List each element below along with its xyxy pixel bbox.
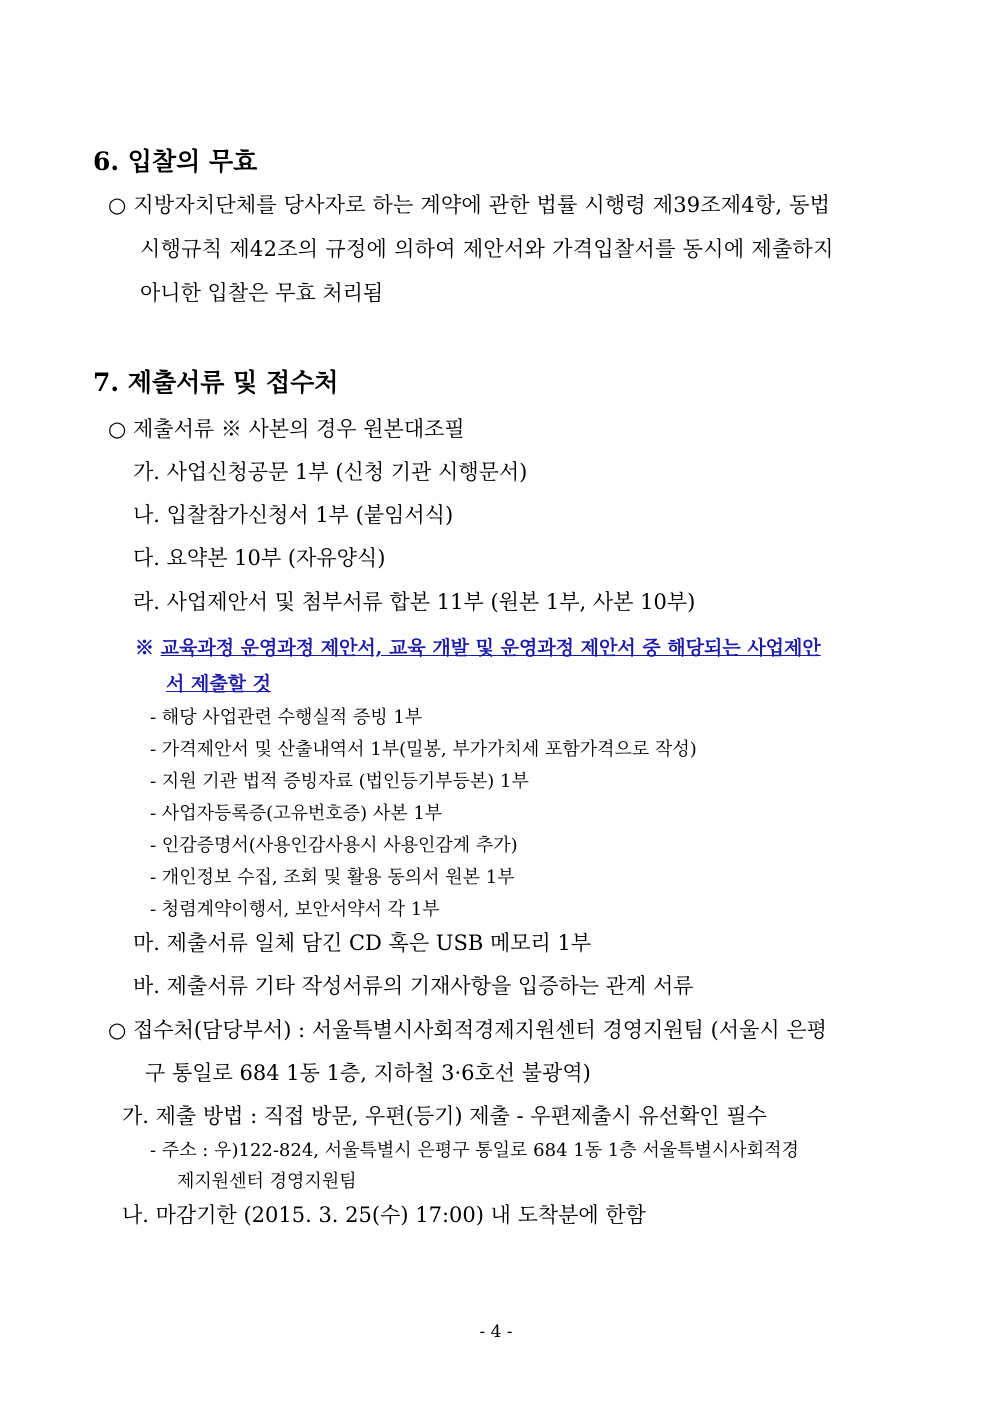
doc-item-na: 나. 입찰참가신청서 1부 (붙임서식) — [133, 503, 454, 527]
doc-item-ga: 가. 사업신청공문 1부 (신청 기관 시행문서) — [133, 460, 528, 484]
note-line-2 — [166, 670, 271, 698]
note-block — [135, 634, 821, 662]
section-7-title: 7. 제출서류 및 접수처 — [93, 368, 339, 397]
note-text-line-2: 서 제출할 것 — [166, 673, 271, 695]
deadline: 나. 마감기한 (2015. 3. 25(수) 17:00) 내 도착분에 한함 — [122, 1203, 646, 1227]
sub-item-1: - 해당 사업관련 수행실적 증빙 1부 — [150, 707, 423, 728]
section-6-line-1: ○ 지방자치단체를 당사자로 하는 계약에 관한 법률 시행령 제39조제4항, 동법 — [108, 193, 831, 217]
note-text-line-1: 교육과정 운영과정 제안서, 교육 개발 및 운영과정 제안서 중 해당되는 사업제안 — [160, 637, 821, 659]
section-6-line-2: 시행규칙 제42조의 규정에 의하여 제안서와 가격입찰서를 동시에 제출하지 — [140, 237, 834, 261]
address-line-2: 제지원센터 경영지원팀 — [177, 1171, 357, 1192]
section-6-title: 6. 입찰의 무효 — [93, 147, 258, 176]
address-line-1: - 주소 : 우)122-824, 서울특별시 은평구 통일로 684 1동 1층 서울특별시사회적경 — [150, 1140, 799, 1161]
sub-item-7: - 청렴계약이행서, 보안서약서 각 1부 — [150, 899, 440, 920]
note-mark: ※ — [135, 637, 155, 659]
sub-item-2: - 가격제안서 및 산출내역서 1부(밀봉, 부가가치세 포함가격으로 작성) — [150, 739, 697, 760]
doc-item-ra: 라. 사업제안서 및 첨부서류 합본 11부 (원본 1부, 사본 10부) — [133, 590, 696, 614]
submission-method: 가. 제출 방법 : 직접 방문, 우편(등기) 제출 - 우편제출시 유선확인 필수 — [122, 1104, 767, 1128]
sub-item-5: - 인감증명서(사용인감사용시 사용인감계 추가) — [150, 835, 518, 856]
sub-item-3: - 지원 기관 법적 증빙자료 (법인등기부등본) 1부 — [150, 771, 529, 792]
sub-item-4: - 사업자등록증(고유번호증) 사본 1부 — [150, 803, 443, 824]
doc-item-da: 다. 요약본 10부 (자유양식) — [133, 546, 386, 570]
section-6-line-3: 아니한 입찰은 무효 처리됨 — [140, 281, 384, 305]
doc-item-ma: 마. 제출서류 일체 담긴 CD 혹은 USB 메모리 1부 — [133, 931, 592, 955]
sub-item-6: - 개인정보 수집, 조회 및 활용 동의서 원본 1부 — [150, 867, 515, 888]
reception-line-1: ○ 접수처(담당부서) : 서울특별시사회적경제지원센터 경영지원팀 (서울시 은평 — [108, 1018, 827, 1042]
page-number: - 4 - — [479, 1322, 513, 1342]
submission-docs-heading: ○ 제출서류 ※ 사본의 경우 원본대조필 — [108, 417, 465, 441]
reception-line-2: 구 통일로 684 1동 1층, 지하철 3·6호선 불광역) — [145, 1061, 591, 1085]
doc-item-ba: 바. 제출서류 기타 작성서류의 기재사항을 입증하는 관계 서류 — [133, 974, 694, 998]
